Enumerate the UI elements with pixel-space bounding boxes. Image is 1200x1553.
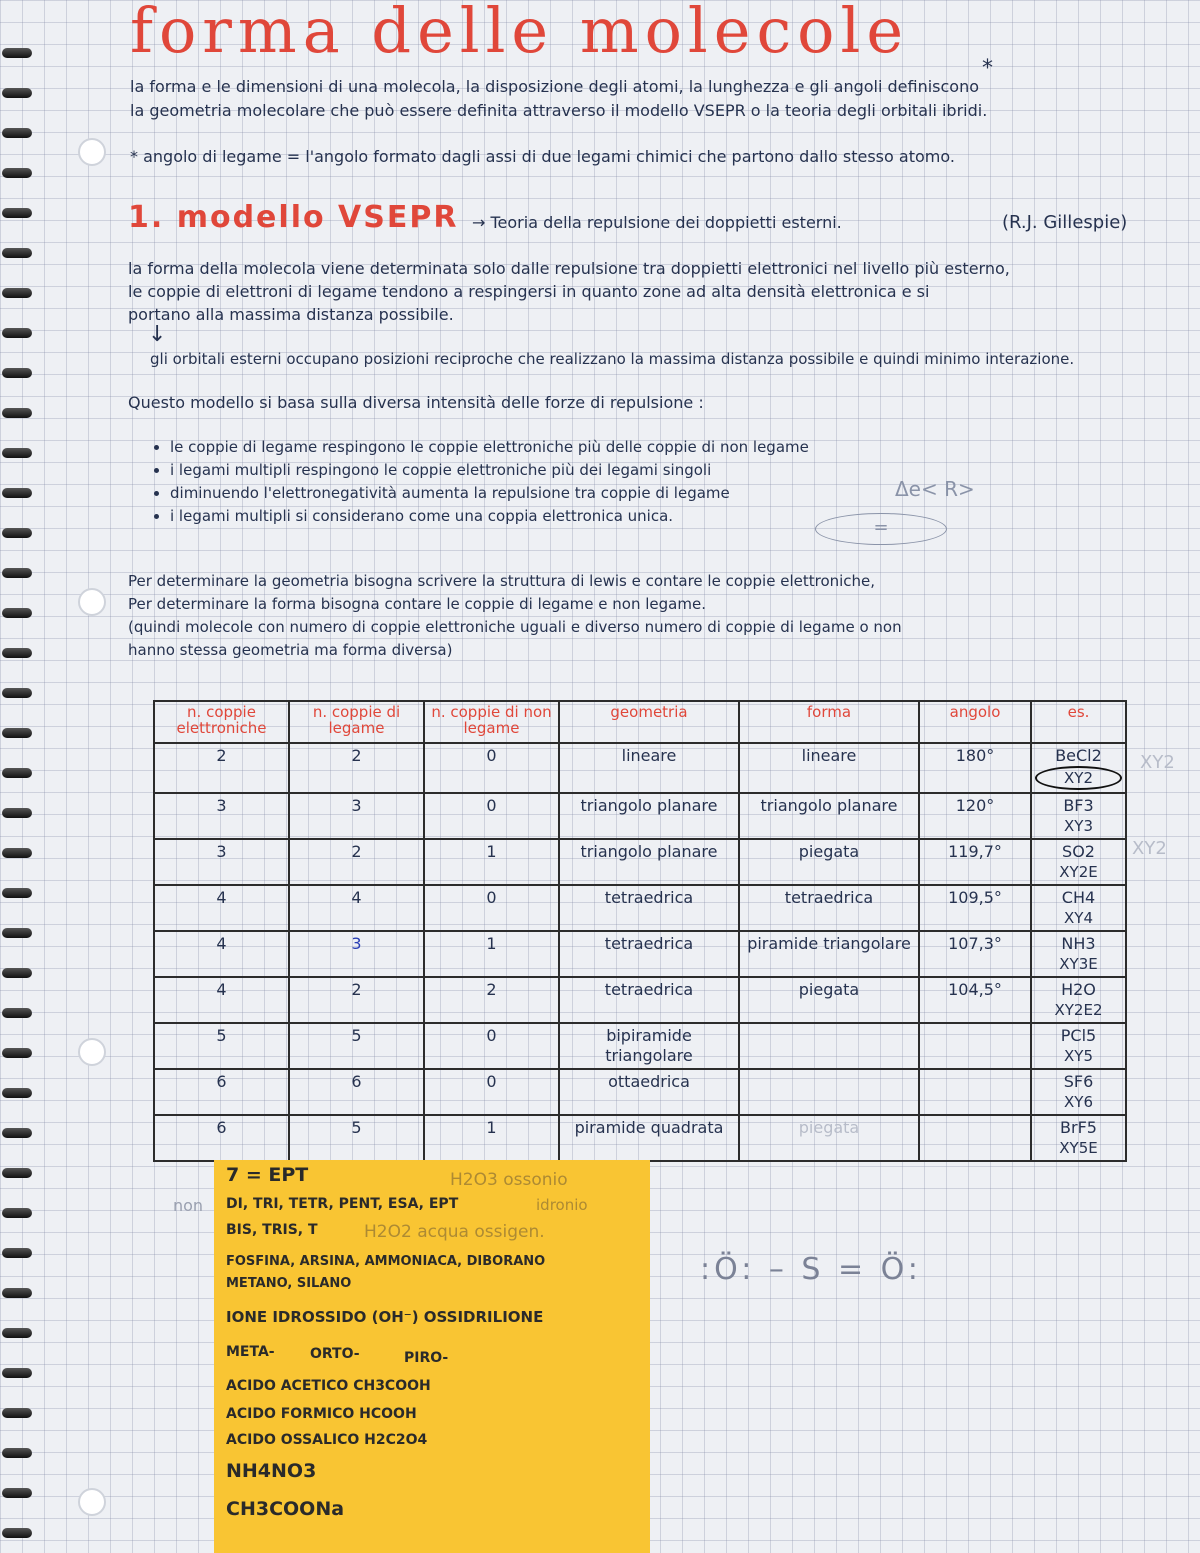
table-row <box>154 977 1126 1023</box>
double-bond-sketch: = <box>815 513 947 545</box>
example-formula: BrF5 <box>1060 1118 1097 1137</box>
example-notation: XY6 <box>1064 1093 1093 1111</box>
cell-shape: tetraedrica <box>739 885 919 931</box>
cell-shape <box>739 1023 919 1069</box>
cell-bonding-pairs: 6 <box>289 1069 424 1115</box>
cell-lone-pairs: 0 <box>424 1069 559 1115</box>
example-formula: SF6 <box>1063 1072 1094 1091</box>
cell-bonding-pairs: 3 <box>289 793 424 839</box>
table-row <box>154 1069 1126 1115</box>
faint-side-note: XY2 <box>1140 752 1175 773</box>
cell-bonding-pairs: 4 <box>289 885 424 931</box>
cell-example <box>1031 839 1126 885</box>
note-line: ACIDO ACETICO CH3COOH <box>226 1378 431 1394</box>
punch-hole <box>78 1038 106 1066</box>
column-header: angolo <box>919 701 1031 743</box>
example-notation: XY5 <box>1064 1047 1093 1065</box>
cell-bonding-pairs: 2 <box>289 839 424 885</box>
cell-electron-pairs: 4 <box>154 977 289 1023</box>
note-line: ORTO- <box>310 1346 360 1362</box>
example-formula: PCl5 <box>1060 1026 1097 1045</box>
cell-electron-pairs: 5 <box>154 1023 289 1069</box>
cell-shape: piegata <box>739 1115 919 1161</box>
cell-electron-pairs: 6 <box>154 1069 289 1115</box>
note-line: METANO, SILANO <box>226 1276 352 1291</box>
cell-lone-pairs: 2 <box>424 977 559 1023</box>
punch-hole <box>78 588 106 616</box>
cell-bonding-pairs: 2 <box>289 977 424 1023</box>
cell-electron-pairs: 4 <box>154 931 289 977</box>
punch-hole <box>78 138 106 166</box>
spiral-binding <box>0 0 34 1553</box>
cell-shape <box>739 1069 919 1115</box>
section-title: 1. modello VSEPR <box>128 200 459 235</box>
cell-lone-pairs: 0 <box>424 885 559 931</box>
cell-shape: piramide triangolare <box>739 931 919 977</box>
electronegativity-inequality: Δe< R> <box>895 477 975 501</box>
column-header: n. coppie di non legame <box>424 701 559 743</box>
cell-example <box>1031 931 1126 977</box>
cell-lone-pairs: 1 <box>424 1115 559 1161</box>
example-notation: XY3 <box>1064 817 1093 835</box>
cell-geometry: triangolo planare <box>559 839 739 885</box>
cell-geometry: tetraedrica <box>559 885 739 931</box>
cell-shape: lineare <box>739 743 919 793</box>
note-line: META- <box>226 1344 275 1360</box>
cell-angle: 109,5° <box>919 885 1031 931</box>
column-header: geometria <box>559 701 739 743</box>
punch-hole <box>78 1488 106 1516</box>
cell-example <box>1031 977 1126 1023</box>
cell-example <box>1031 885 1126 931</box>
cell-electron-pairs: 2 <box>154 743 289 793</box>
cell-lone-pairs: 1 <box>424 931 559 977</box>
cell-geometry: piramide quadrata <box>559 1115 739 1161</box>
cell-lone-pairs: 1 <box>424 839 559 885</box>
footnote-star: * <box>982 56 993 81</box>
cell-angle: 104,5° <box>919 977 1031 1023</box>
faint-word-non: non <box>173 1196 204 1215</box>
paragraph-line: gli orbitali esterni occupano posizioni reciproche che realizzano la massima distanza possibile e quindi minimo interazione. <box>150 350 1075 368</box>
cell-electron-pairs: 4 <box>154 885 289 931</box>
paragraph-line: la forma della molecola viene determinata solo dalle repulsione tra doppietti elettronici nel livello più esterno, <box>128 259 1010 278</box>
table-row <box>154 793 1126 839</box>
cell-shape: piegata <box>739 977 919 1023</box>
cell-geometry: lineare <box>559 743 739 793</box>
cell-lone-pairs: 0 <box>424 743 559 793</box>
footnote-text: * angolo di legame = l'angolo formato dagli assi di due legami chimici che partono dallo stesso atomo. <box>130 147 955 166</box>
note-faint-line: H2O2 acqua ossigen. <box>364 1222 545 1242</box>
cell-geometry: triangolo planare <box>559 793 739 839</box>
list-item: • le coppie di legame respingono le coppie elettroniche più delle coppie di non legame <box>170 436 809 459</box>
paragraph-line: portano alla massima distanza possibile. <box>128 305 454 324</box>
column-header: forma <box>739 701 919 743</box>
cell-angle <box>919 1069 1031 1115</box>
table-row <box>154 1115 1126 1161</box>
cell-example <box>1031 1023 1126 1069</box>
example-notation: XY3E <box>1059 955 1098 973</box>
table-row <box>154 1023 1126 1069</box>
page-title: forma delle molecole <box>130 0 910 67</box>
note-line: IONE IDROSSIDO (OH⁻) OSSIDRILIONE <box>226 1308 544 1326</box>
example-notation: XY5E <box>1059 1139 1098 1157</box>
table-row <box>154 743 1126 793</box>
table-header-row <box>154 701 1126 743</box>
example-formula: SO2 <box>1062 842 1095 861</box>
cell-example <box>1031 793 1126 839</box>
table-row <box>154 931 1126 977</box>
paragraph-line: hanno stessa geometria ma forma diversa) <box>128 641 453 659</box>
example-notation: XY2 <box>1035 766 1122 790</box>
repulsion-rules-list <box>152 436 809 528</box>
intro-line-1: la forma e le dimensioni di una molecola, la disposizione degli atomi, la lunghezza e gli angoli definiscono <box>130 77 980 96</box>
cell-angle <box>919 1023 1031 1069</box>
note-line: BIS, TRIS, T <box>226 1222 318 1238</box>
cell-shape: triangolo planare <box>739 793 919 839</box>
paragraph-line: Questo modello si basa sulla diversa intensità delle forze di repulsione : <box>128 393 704 412</box>
cell-electron-pairs: 3 <box>154 793 289 839</box>
arrow-down-icon: ↓ <box>148 322 167 347</box>
cell-bonding-pairs: 5 <box>289 1115 424 1161</box>
cell-electron-pairs: 3 <box>154 839 289 885</box>
example-formula: BeCl2 <box>1055 746 1102 765</box>
example-formula: H2O <box>1061 980 1096 999</box>
note-line: ACIDO FORMICO HCOOH <box>226 1406 417 1422</box>
cell-angle: 107,3° <box>919 931 1031 977</box>
column-header: es. <box>1031 701 1126 743</box>
intro-line-2: la geometria molecolare che può essere definita attraverso il modello VSEPR o la teoria degli orbitali ibridi. <box>130 101 988 120</box>
example-formula: CH4 <box>1061 888 1096 907</box>
cell-geometry: bipiramide triangolare <box>559 1023 739 1069</box>
list-item: • i legami multipli respingono le coppie elettroniche più dei legami singoli <box>170 459 809 482</box>
vsepr-table <box>153 700 1127 1162</box>
cell-angle: 119,7° <box>919 839 1031 885</box>
table-row <box>154 839 1126 885</box>
cell-example <box>1031 743 1126 793</box>
cell-example <box>1031 1069 1126 1115</box>
cell-shape: piegata <box>739 839 919 885</box>
note-line: FOSFINA, ARSINA, AMMONIACA, DIBORANO <box>226 1254 546 1269</box>
column-header: n. coppie di legame <box>289 701 424 743</box>
note-line: ACIDO OSSALICO H2C2O4 <box>226 1432 428 1448</box>
cell-electron-pairs: 6 <box>154 1115 289 1161</box>
cell-bonding-pairs: 2 <box>289 743 424 793</box>
example-formula: NH3 <box>1061 934 1096 953</box>
cell-lone-pairs: 0 <box>424 793 559 839</box>
cell-angle: 120° <box>919 793 1031 839</box>
cell-geometry: tetraedrica <box>559 931 739 977</box>
example-notation: XY2E <box>1059 863 1098 881</box>
cell-geometry: tetraedrica <box>559 977 739 1023</box>
cell-angle <box>919 1115 1031 1161</box>
note-line: 7 = EPT <box>226 1164 309 1186</box>
example-notation: XY4 <box>1064 909 1093 927</box>
note-line: DI, TRI, TETR, PENT, ESA, EPT <box>226 1196 459 1212</box>
table-row <box>154 885 1126 931</box>
cell-angle: 180° <box>919 743 1031 793</box>
note-line: CH3COONa <box>226 1498 345 1520</box>
cell-example <box>1031 1115 1126 1161</box>
note-faint-line: H2O3 ossonio <box>450 1170 568 1190</box>
sticky-note <box>214 1160 650 1553</box>
cell-bonding-pairs: 3 <box>289 931 424 977</box>
section-subtitle: → Teoria della repulsione dei doppietti esterni. <box>472 213 842 232</box>
cell-bonding-pairs: 5 <box>289 1023 424 1069</box>
cell-geometry: ottaedrica <box>559 1069 739 1115</box>
section-author: (R.J. Gillespie) <box>1002 212 1128 233</box>
example-notation: XY2E2 <box>1054 1001 1103 1019</box>
note-line: PIRO- <box>404 1350 449 1366</box>
lewis-structure-so2: :Ö: – S = Ö: <box>700 1252 922 1287</box>
cell-lone-pairs: 0 <box>424 1023 559 1069</box>
paragraph-line: Per determinare la geometria bisogna scrivere la struttura di lewis e contare le coppie elettroniche, <box>128 572 876 590</box>
paragraph-line: (quindi molecole con numero di coppie elettroniche uguali e diverso numero di coppie di legame o non <box>128 618 902 636</box>
column-header: n. coppie elettroniche <box>154 701 289 743</box>
example-formula: BF3 <box>1063 796 1094 815</box>
note-line: NH4NO3 <box>226 1460 317 1482</box>
faint-side-note: XY2 <box>1132 838 1167 859</box>
list-item: • diminuendo l'elettronegatività aumenta la repulsione tra coppie di legame <box>170 482 809 505</box>
paragraph-line: le coppie di elettroni di legame tendono a respingersi in quanto zone ad alta densità elettronica e si <box>128 282 930 301</box>
paragraph-line: Per determinare la forma bisogna contare le coppie di legame e non legame. <box>128 595 706 613</box>
list-item: • i legami multipli si considerano come una coppia elettronica unica. <box>170 505 809 528</box>
note-faint-line: idronio <box>536 1196 588 1214</box>
